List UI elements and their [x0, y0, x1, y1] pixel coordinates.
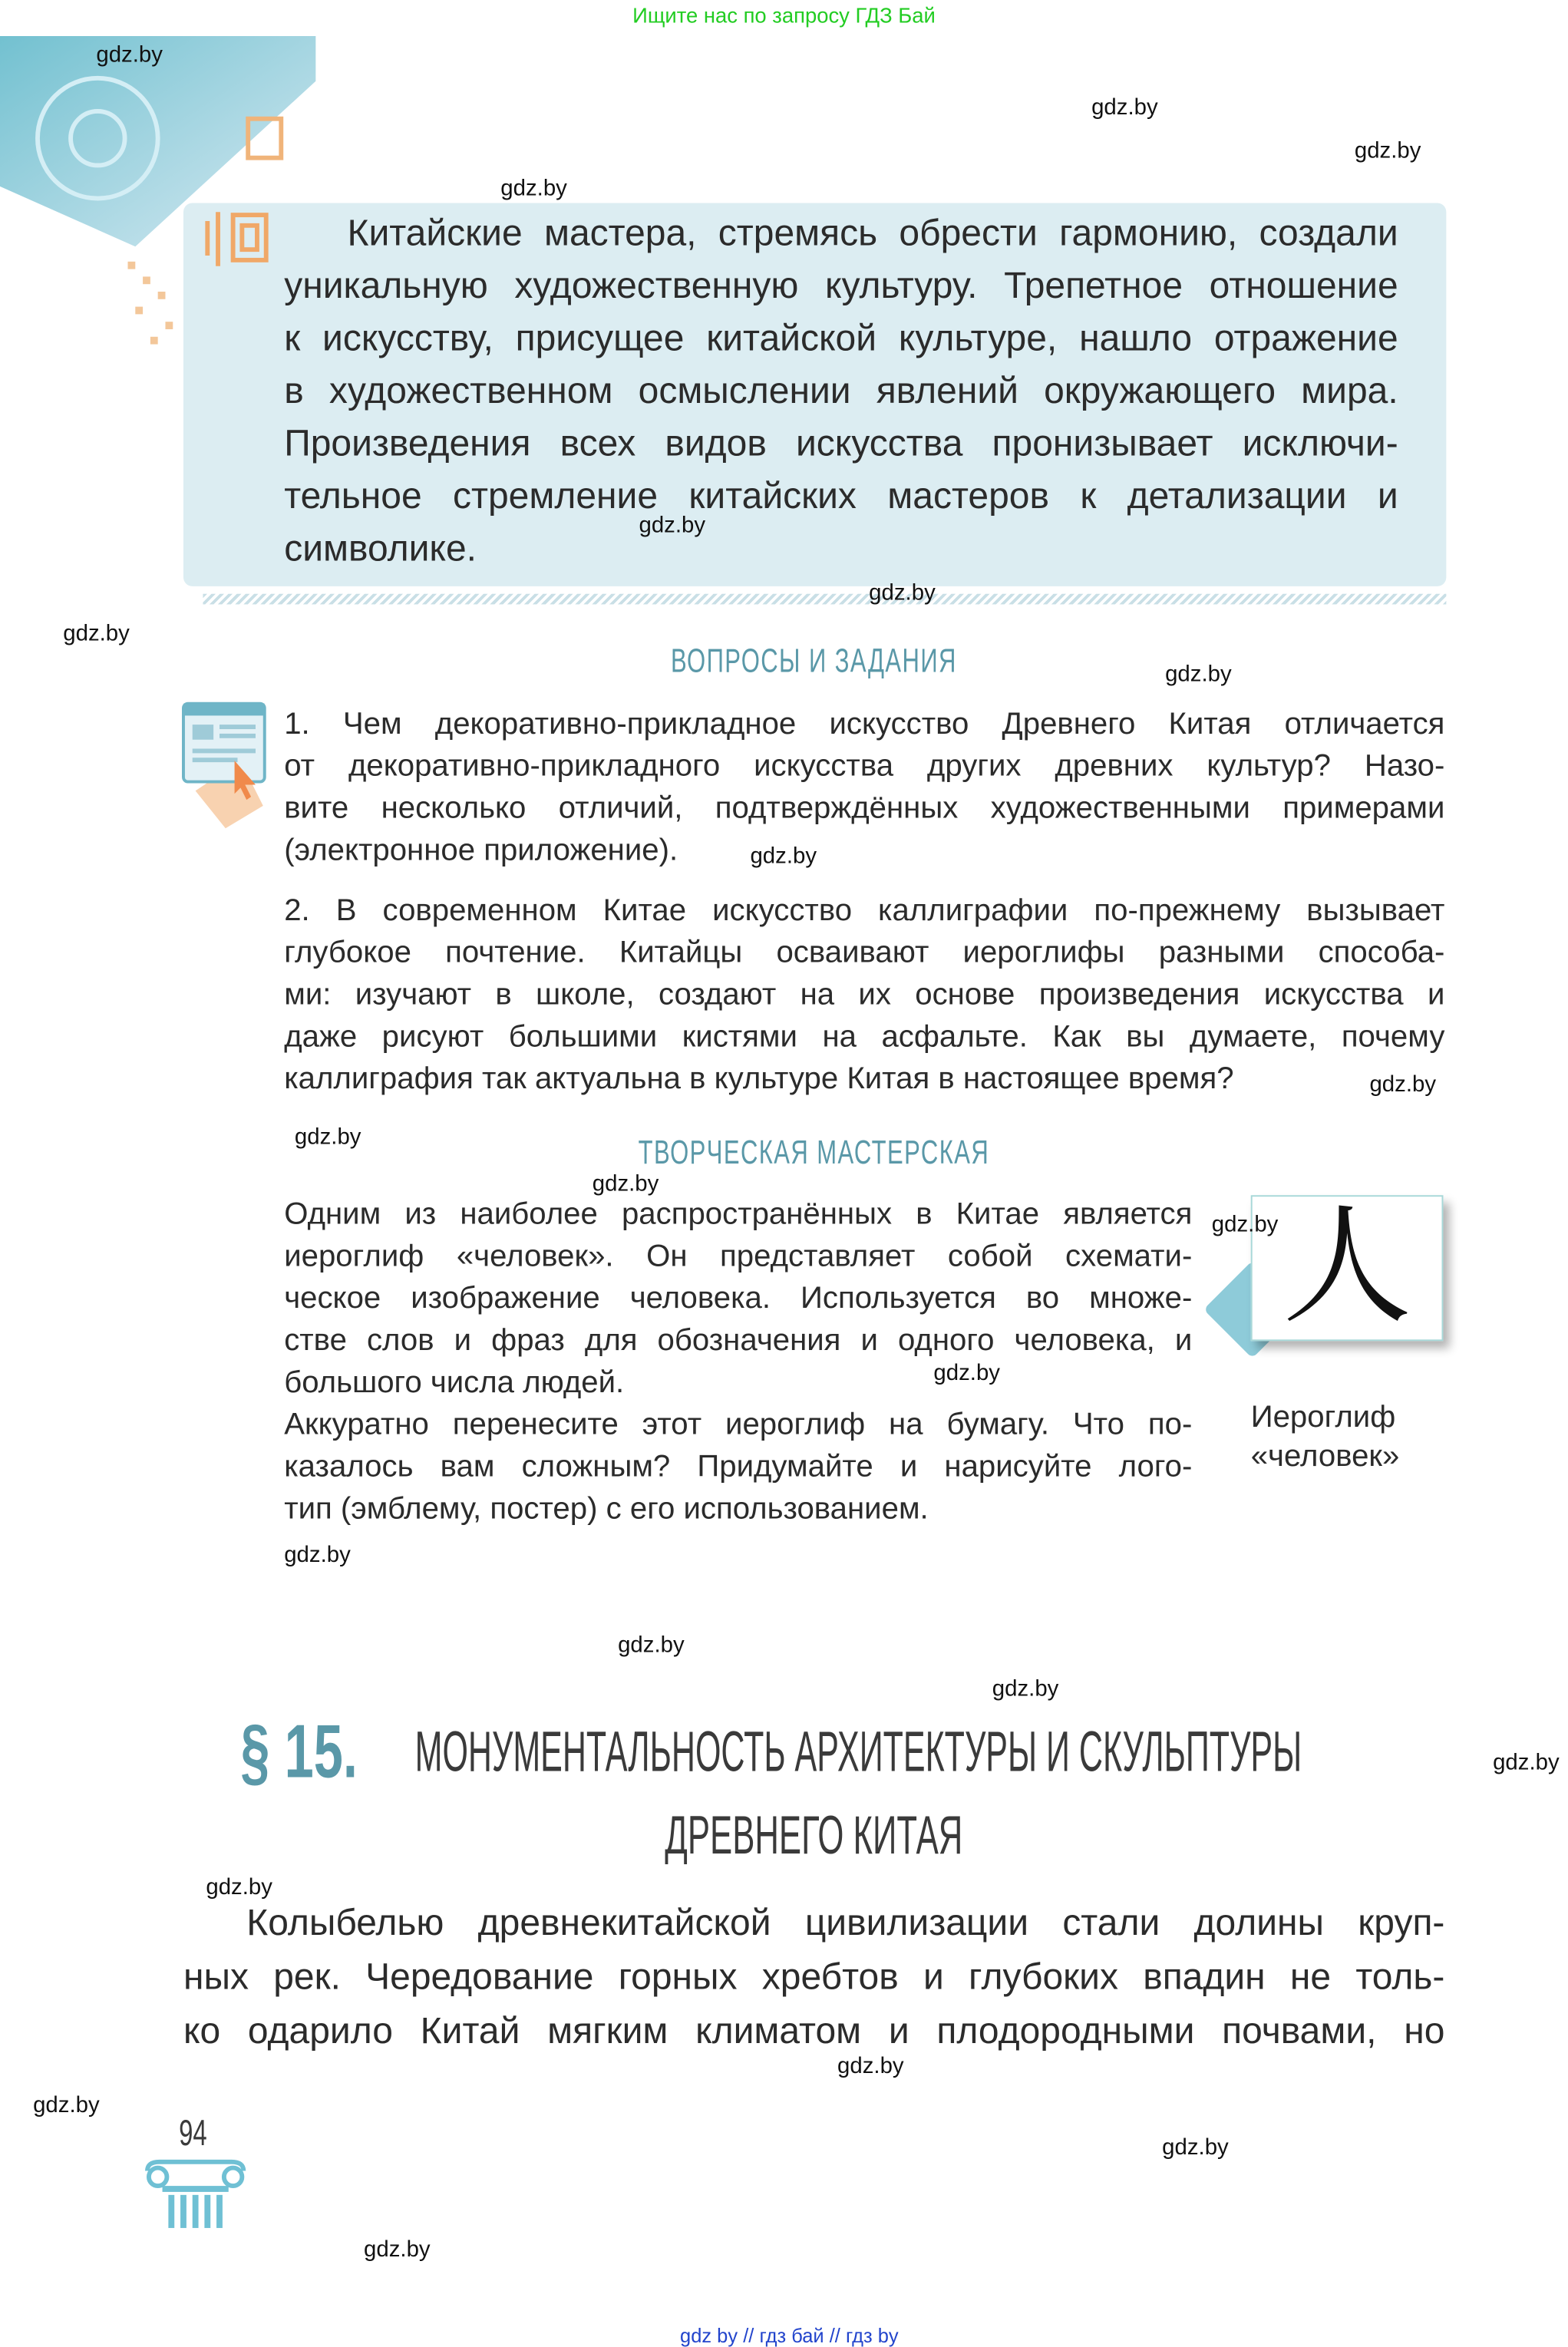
workshop-line: тип (эмблему, постер) с его использованием. [284, 1491, 929, 1527]
hatched-divider [203, 594, 1446, 605]
watermark: gdz.by [837, 2053, 904, 2080]
watermark: gdz.by [618, 1632, 685, 1659]
question-1-line: (электронное приложение). [284, 833, 678, 868]
watermark: gdz.by [1091, 94, 1158, 120]
intro-line: Китайские мастера, стремясь обрести гармонию, создали [347, 213, 1398, 255]
footer-link[interactable]: гдз by [846, 2324, 899, 2347]
watermark: gdz.by [33, 2092, 100, 2118]
watermark: gdz.by [992, 1676, 1059, 1702]
question-2-line: каллиграфия так актуальна в культуре Китая в настоящее время? [284, 1061, 1234, 1096]
intro-line: уникальную художественную культуру. Трепетное отношение [284, 266, 1398, 307]
watermark: gdz.by [63, 620, 130, 647]
footer-link[interactable]: gdz by [680, 2324, 738, 2347]
body-line: ных рек. Чередование горных хребтов и глубоких впадин не толь- [183, 1957, 1445, 1999]
watermark: gdz.by [294, 1124, 361, 1150]
column-icon [144, 2159, 246, 2231]
watermark: gdz.by [750, 843, 817, 870]
intro-line: к искусству, присущее китайской культуре, нашло отражение [284, 319, 1398, 360]
workshop-line: Одним из наиболее распространённых в Китае является [284, 1197, 1193, 1232]
image-caption: «человек» [1250, 1438, 1400, 1474]
workshop-line: большого числа людей. [284, 1365, 625, 1400]
watermark: gdz.by [1165, 661, 1232, 688]
intro-line: тельное стремление китайских мастеров к детализации и [284, 476, 1398, 517]
watermark: gdz.by [1493, 1750, 1560, 1776]
watermark: gdz.by [96, 41, 163, 68]
image-caption: Иероглиф [1250, 1399, 1396, 1434]
watermark: gdz.by [592, 1170, 659, 1197]
section-number: § 15. [240, 1709, 358, 1794]
intro-line: в художественном осмыслении явлений окружающего мира. [284, 371, 1398, 412]
workshop-line: стве слов и фраз для обозначения и одного человека, и [284, 1322, 1193, 1358]
intro-line: Произведения всех видов искусства пронизывает исключи- [284, 424, 1398, 465]
footer-links [0, 2324, 1568, 2346]
watermark: gdz.by [869, 580, 936, 606]
watermark: gdz.by [284, 1542, 351, 1569]
section-title: МОНУМЕНТАЛЬНОСТЬ АРХИТЕКТУРЫ И СКУЛЬПТУРЫ [414, 1721, 1302, 1785]
watermark: gdz.by [1369, 1071, 1437, 1098]
footer-separator: // [829, 2324, 840, 2347]
hieroglyph-character: 人 [1282, 1195, 1412, 1342]
footer-link[interactable]: гдз бай [759, 2324, 824, 2347]
watermark: gdz.by [639, 512, 706, 539]
section-title-line2: ДРЕВНЕГО КИТАЯ [665, 1804, 963, 1866]
body-line: ко одарило Китай мягким климатом и плодородными почвами, но [183, 2011, 1445, 2052]
question-2-line: ми: изучают в школе, создают на их основе произведения искусства и [284, 977, 1445, 1012]
watermark: gdz.by [1354, 138, 1421, 164]
question-2-line: даже рисуют большими кистями на асфальте. Как вы думаете, почему [284, 1019, 1445, 1055]
question-2-line: глубокое почтение. Китайцы осваивают иероглифы разными способа- [284, 935, 1445, 970]
body-line: Колыбелью древнекитайской цивилизации стали долины круп- [246, 1903, 1445, 1944]
workshop-heading: ТВОРЧЕСКАЯ МАСТЕРСКАЯ [638, 1133, 990, 1171]
workshop-line: Аккуратно перенесите этот иероглиф на бумагу. Что по- [284, 1407, 1193, 1442]
watermark: gdz.by [1162, 2134, 1229, 2160]
question-1-line: от декоративно-прикладного искусства других древних культур? Назо- [284, 748, 1445, 784]
workshop-line: казалось вам сложным? Придумайте и нарисуйте лого- [284, 1449, 1193, 1484]
page-number: 94 [179, 2114, 207, 2154]
intro-line: символике. [284, 529, 477, 570]
hieroglyph-image [1251, 1195, 1444, 1341]
top-banner[interactable]: Ищите нас по запросу ГДЗ Бай [632, 2, 936, 28]
watermark: gdz.by [1211, 1211, 1279, 1238]
electronic-app-icon [180, 701, 271, 833]
watermark: gdz.by [933, 1360, 1000, 1387]
workshop-line: иероглиф «человек». Он представляет собой схемати- [284, 1239, 1193, 1274]
workshop-line: ческое изображение человека. Используется во множе- [284, 1280, 1193, 1315]
footer-separator: // [743, 2324, 754, 2347]
question-1-line: 1. Чем декоративно-прикладное искусство Древнего Китая отличается [284, 706, 1445, 741]
ornament-icon [196, 203, 279, 278]
questions-heading: ВОПРОСЫ И ЗАДАНИЯ [670, 642, 957, 680]
question-2-line: 2. В современном Китае искусство каллиграфии по-прежнему вызывает [284, 893, 1445, 928]
watermark: gdz.by [206, 1874, 272, 1900]
question-1-line: вите несколько отличий, подтверждённых художественными примерами [284, 791, 1445, 826]
watermark: gdz.by [364, 2236, 431, 2263]
watermark: gdz.by [500, 176, 567, 202]
